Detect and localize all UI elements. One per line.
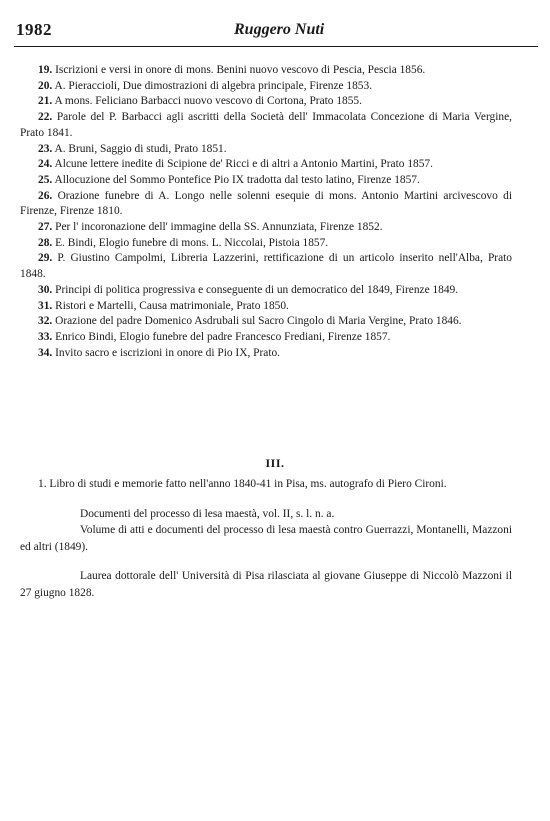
list-item: [20, 142, 512, 158]
entry-text: Principi di politica progressiva e conseguente di un democratico del 1849, Firenze 1849.: [55, 283, 459, 296]
entry-number: 29.: [38, 252, 53, 265]
entry-text: A. Bruni, Saggio di studi, Prato 1851.: [54, 142, 227, 155]
list-item: [20, 236, 512, 252]
entry-number: 31.: [38, 299, 53, 312]
list-item: [20, 220, 512, 236]
document-entry: Documenti del processo di lesa maestà, vol. II, s. l. n. a.: [80, 507, 335, 520]
entry-number: 26.: [38, 189, 53, 202]
running-head: Ruggero Nuti: [234, 21, 325, 38]
list-item: [20, 173, 512, 189]
entry-text: Enrico Bindi, Elogio funebre del padre Francesco Frediani, Firenze 1857.: [55, 330, 391, 343]
entry-text: Allocuzione del Sommo Pontefice Pio IX tradotta dal testo latino, Firenze 1857.: [54, 173, 420, 186]
list-item: [20, 79, 512, 95]
entry-text: Ristori e Martelli, Causa matrimoniale, Prato 1850.: [55, 299, 289, 312]
section-three: [20, 476, 512, 601]
list-item: [20, 157, 512, 173]
entry-number: 19.: [38, 64, 53, 76]
entry-text: Orazione del padre Domenico Asdrubali sul Sacro Cingolo di Maria Vergine, Prato 1846.: [55, 315, 462, 328]
entry-number: 34.: [38, 346, 53, 359]
list-item: [20, 299, 512, 315]
list-item: [20, 251, 512, 282]
list-item: [20, 283, 512, 299]
list-item: [20, 346, 512, 362]
entry-text: P. Giustino Campolmi, Libreria Lazzerini, rettificazione di un articolo inserito nell'Alba, Prato 1848.: [20, 252, 512, 281]
entry-number: 32.: [38, 315, 53, 328]
list-item: [20, 110, 512, 141]
entry-number: 28.: [38, 236, 53, 249]
list-item: [20, 314, 512, 330]
bibliography-list: [20, 63, 512, 361]
entry-text: Per l' incoronazione dell' immagine della SS. Annunziata, Firenze 1852.: [55, 221, 383, 234]
entry-number: 24.: [38, 158, 53, 171]
entry-text: Parole del P. Barbacci agli ascritti della Società dell' Immacolata Concezione di Maria Vergine, Prato 1841.: [20, 111, 512, 139]
page-header: [16, 20, 538, 44]
entry-text: E. Bindi, Elogio funebre di mons. L. Niccolai, Pistoia 1857.: [55, 236, 329, 249]
page-number: 1982: [16, 20, 52, 39]
list-item: [20, 189, 512, 220]
entry-number: 33.: [38, 330, 53, 343]
entry-number: 22.: [38, 111, 53, 124]
entry-number: 20.: [38, 79, 53, 92]
entry-number: 30.: [38, 283, 53, 296]
entry-number: 1.: [38, 478, 47, 490]
entry-text: Orazione funebre di A. Longo nelle solenni esequie di mons. Antonio Martini arcivescovo di Firenze, Firenze 1810.: [20, 189, 512, 218]
list-item: [20, 94, 512, 110]
entry-number: 23.: [38, 142, 53, 155]
section-heading: III.: [265, 456, 285, 470]
entry-number: 27.: [38, 221, 53, 234]
entry-text: Alcune lettere inedite di Scipione de' Ricci e di altri a Antonio Martini, Prato 1857.: [54, 158, 433, 171]
header-rule: [14, 46, 538, 47]
entry-text: A. Pieraccioli, Due dimostrazioni di algebra principale, Firenze 1853.: [54, 79, 373, 92]
entry-text: Invito sacro e iscrizioni in onore di Pio IX, Prato.: [55, 346, 281, 359]
list-item: [20, 330, 512, 346]
entry-text: Iscrizioni e versi in onore di mons. Benini nuovo vescovo di Pescia, Pescia 1856.: [55, 64, 426, 76]
document-entry: Laurea dottorale dell' Università di Pisa rilasciata al giovane Giuseppe di Niccolò Mazzoni il 27 giugno 1828.: [20, 570, 512, 599]
entry-text: A mons. Feliciano Barbacci nuovo vescovo di Cortona, Prato 1855.: [54, 95, 362, 108]
entry-number: 25.: [38, 173, 53, 186]
manuscript-entry: [20, 476, 512, 493]
document-entry: Volume di atti e documenti del processo di lesa maestà contro Guerrazzi, Montanelli, Mazzoni ed altri (1849).: [20, 524, 512, 553]
entry-number: 21.: [38, 95, 53, 108]
list-item: [20, 63, 512, 79]
entry-text: Libro di studi e memorie fatto nell'anno 1840-41 in Pisa, ms. autografo di Piero Cironi.: [49, 478, 447, 490]
